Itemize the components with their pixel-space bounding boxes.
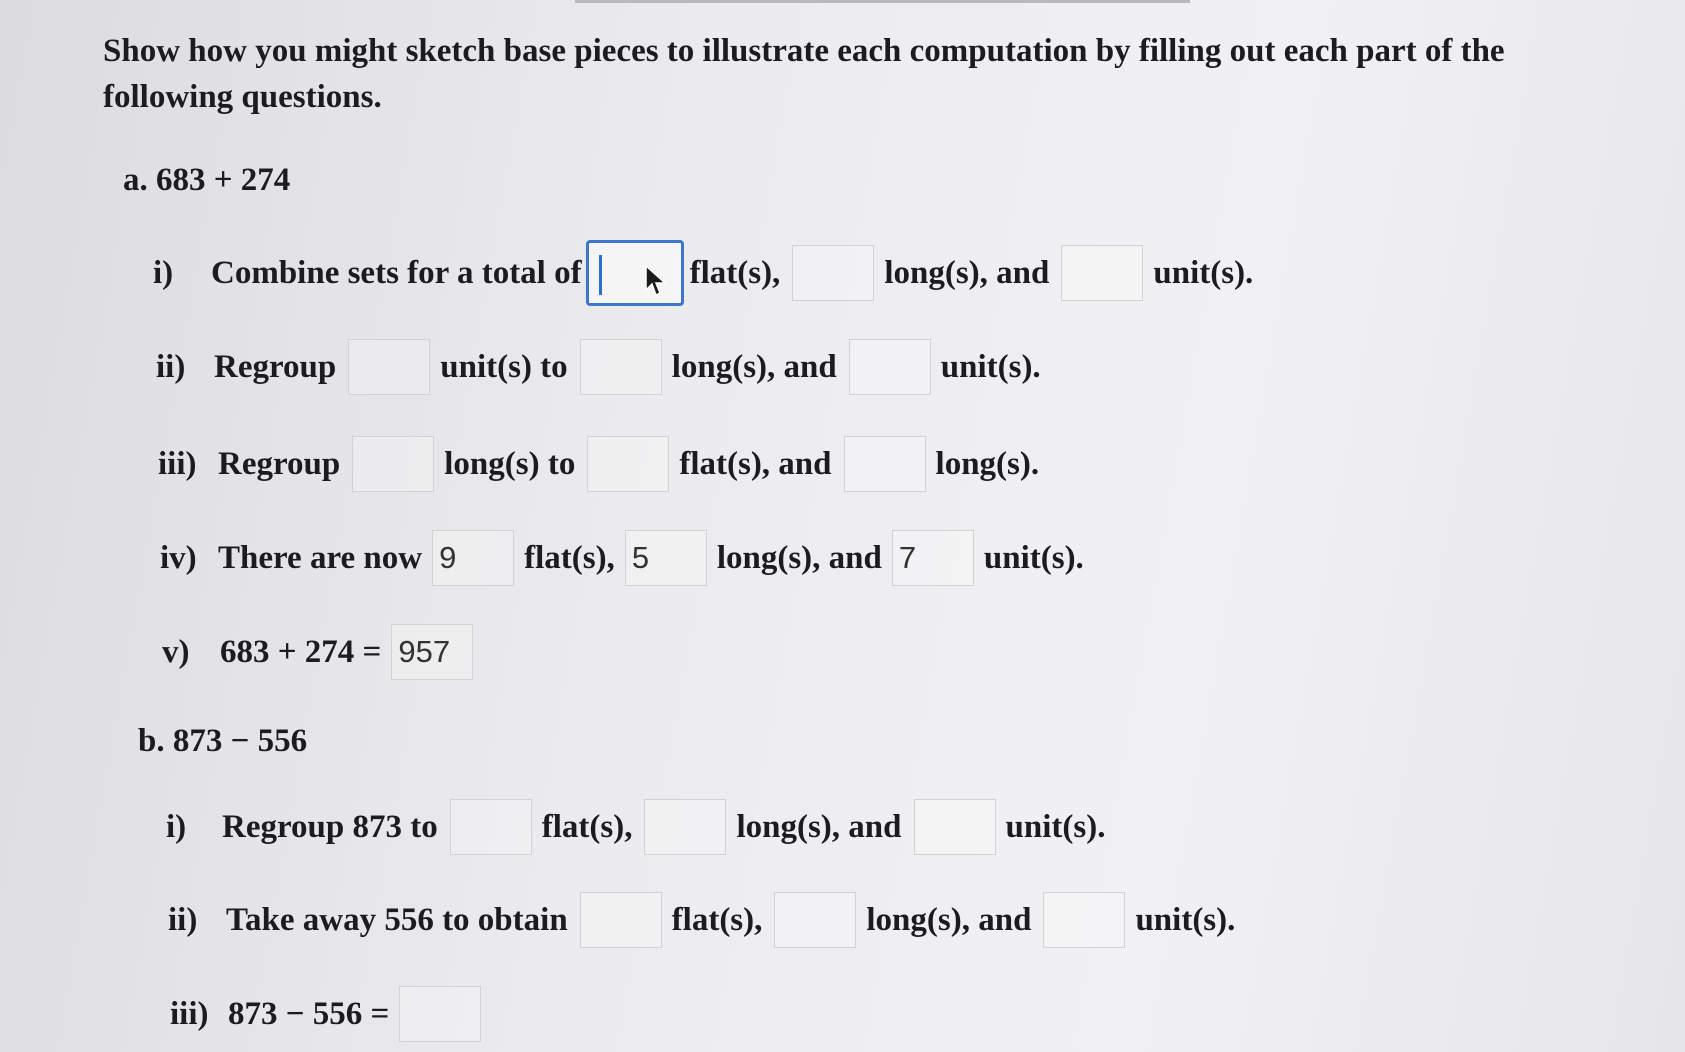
- a-v-sum-input[interactable]: 957: [391, 624, 473, 680]
- top-divider: [575, 0, 1190, 3]
- a-iv-flats-input[interactable]: 9: [432, 530, 514, 586]
- item-number: ii): [156, 348, 186, 385]
- item-number: iii): [158, 445, 197, 482]
- a-ii-units-input[interactable]: [348, 339, 430, 395]
- a-i-longs-input[interactable]: [792, 245, 874, 301]
- a-iii-longs-left-input[interactable]: [844, 436, 926, 492]
- b-ii-flats-input[interactable]: [580, 892, 662, 948]
- item-text: long(s), and: [866, 901, 1032, 938]
- item-text: 683 + 274 =: [220, 633, 382, 670]
- item-text: Take away 556 to obtain: [226, 901, 568, 938]
- b-i-flats-input[interactable]: [450, 799, 532, 855]
- part-a-iv-row: [160, 530, 1084, 586]
- item-text: There are now: [218, 539, 423, 576]
- item-text: long(s), and: [736, 808, 902, 845]
- item-text: long(s).: [935, 445, 1040, 482]
- item-text: unit(s).: [983, 539, 1084, 576]
- item-text: flat(s),: [689, 254, 781, 291]
- part-a-i-row: [153, 240, 1253, 306]
- a-i-flats-input[interactable]: [586, 240, 684, 306]
- item-text: unit(s).: [1005, 808, 1106, 845]
- item-text: long(s), and: [884, 254, 1050, 291]
- item-text: unit(s) to: [440, 348, 568, 385]
- item-number: iv): [160, 539, 197, 576]
- part-b-ii-row: [168, 892, 1235, 948]
- item-text: long(s), and: [671, 348, 837, 385]
- item-text: unit(s).: [940, 348, 1041, 385]
- mouse-pointer-icon: [645, 265, 667, 297]
- a-ii-units-left-input[interactable]: [849, 339, 931, 395]
- item-text: flat(s),: [671, 901, 763, 938]
- item-text: flat(s),: [524, 539, 615, 576]
- part-b-iii-row: [170, 986, 481, 1042]
- a-ii-longs-input[interactable]: [580, 339, 662, 395]
- a-iii-longs-input[interactable]: [352, 436, 434, 492]
- item-text: unit(s).: [1153, 254, 1254, 291]
- b-iii-difference-input[interactable]: [399, 986, 481, 1042]
- part-a-iii-row: [158, 436, 1039, 492]
- item-text: Regroup: [218, 445, 341, 482]
- item-number: ii): [168, 901, 198, 938]
- item-number: iii): [170, 995, 209, 1032]
- item-text: long(s) to: [444, 445, 576, 482]
- item-text: long(s), and: [716, 539, 882, 576]
- b-ii-longs-input[interactable]: [774, 892, 856, 948]
- a-iv-longs-input[interactable]: 5: [625, 530, 707, 586]
- item-number: i): [153, 254, 174, 291]
- a-i-units-input[interactable]: [1061, 245, 1143, 301]
- b-ii-units-input[interactable]: [1043, 892, 1125, 948]
- instructions: Show how you might sketch base pieces to illustrate each computation by filling out each part of the following questions.: [103, 33, 1505, 115]
- item-number: v): [162, 633, 190, 670]
- item-text: unit(s).: [1135, 901, 1236, 938]
- item-text: Regroup 873 to: [222, 808, 438, 845]
- item-text: 873 − 556 =: [228, 995, 390, 1032]
- b-i-units-input[interactable]: [914, 799, 996, 855]
- item-text: flat(s), and: [679, 445, 832, 482]
- part-b-i-row: [166, 799, 1105, 855]
- item-text: flat(s),: [541, 808, 633, 845]
- b-i-longs-input[interactable]: [644, 799, 726, 855]
- a-iii-flats-input[interactable]: [587, 436, 669, 492]
- part-a-label: a. 683 + 274: [123, 162, 291, 198]
- part-a-v-row: [162, 624, 473, 680]
- item-text: Regroup: [214, 348, 337, 385]
- item-number: i): [166, 808, 187, 845]
- part-b-label: b. 873 − 556: [138, 723, 308, 759]
- part-a-ii-row: [156, 339, 1041, 395]
- item-text: Combine sets for a total of: [211, 254, 582, 291]
- text-caret: [599, 255, 602, 295]
- a-iv-units-input[interactable]: 7: [892, 530, 974, 586]
